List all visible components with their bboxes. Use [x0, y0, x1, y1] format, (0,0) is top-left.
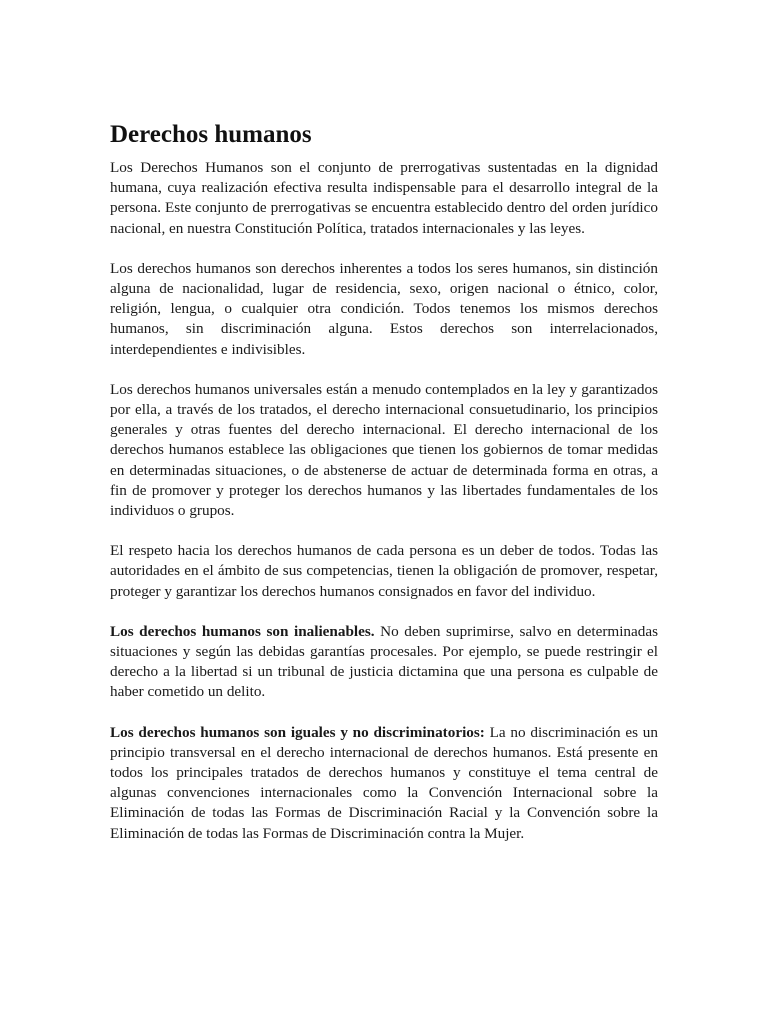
document-title: Derechos humanos	[110, 121, 312, 148]
paragraph-2-text: Los derechos humanos son derechos inherentes a todos los seres humanos, sin distinción alguna de nacionalidad, lugar de residencia, sexo, origen nacional o étnico, color, religión, lengua, o cualquier otra condición. Todos tenemos los mismos derechos humanos, sin discriminación alguna. Estos derechos son interrelacionados, interdependientes e indivisibles.	[110, 259, 658, 358]
paragraph-2	[110, 259, 658, 360]
paragraph-5	[110, 622, 658, 703]
paragraph-1-text: Los Derechos Humanos son el conjunto de prerrogativas sustentadas en la dignidad humana, cuya realización efectiva resulta indispensable para el desarrollo integral de la persona. Este conjunto de prerrogativas se encuentra establecido dentro del orden jurídico nacional, en nuestra Constitución Política, tratados internacionales y las leyes.	[110, 159, 658, 237]
paragraph-6-lead: Los derechos humanos son iguales y no discriminatorios:	[110, 723, 485, 741]
paragraph-6	[110, 723, 658, 844]
paragraph-5-text: No deben suprimirse, salvo en determinadas situaciones y según las debidas garantías procesales. Por ejemplo, se puede restringir el derecho a la libertad si un tribunal de justicia dictamina que una persona es culpable de haber cometido un delito.	[110, 622, 658, 701]
paragraph-3-text: Los derechos humanos universales están a menudo contemplados en la ley y garantizados por ella, a través de los tratados, el derecho internacional consuetudinario, los principios generales y otras fuentes del derecho internacional. El derecho internacional de los derechos humanos establece las obligaciones que tienen los gobiernos de tomar medidas en determinadas situaciones, o de abstenerse de actuar de determinada forma en otras, a fin de promover y proteger los derechos humanos y las libertades fundamentales de los individuos o grupos.	[110, 380, 658, 520]
paragraph-4-text: El respeto hacia los derechos humanos de cada persona es un deber de todos. Todas las autoridades en el ámbito de sus competencias, tienen la obligación de promover, respetar, proteger y garantizar los derechos humanos consignados en favor del individuo.	[110, 542, 658, 600]
paragraph-6-text: La no discriminación es un principio transversal en el derecho internacional de derechos humanos. Está presente en todos los principales tratados de derechos humanos y constituye el tema central de algunas convenciones internacionales como la Convención Internacional sobre la Eliminación de todas las Formas de Discriminación Racial y la Convención sobre la Eliminación de todas las Formas de Discriminación contra la Mujer.	[110, 723, 658, 842]
paragraph-4	[110, 541, 658, 602]
paragraph-5-lead: Los derechos humanos son inalienables.	[110, 622, 375, 640]
document-body	[110, 118, 658, 864]
paragraph-1	[110, 158, 658, 239]
paragraph-3	[110, 380, 658, 521]
